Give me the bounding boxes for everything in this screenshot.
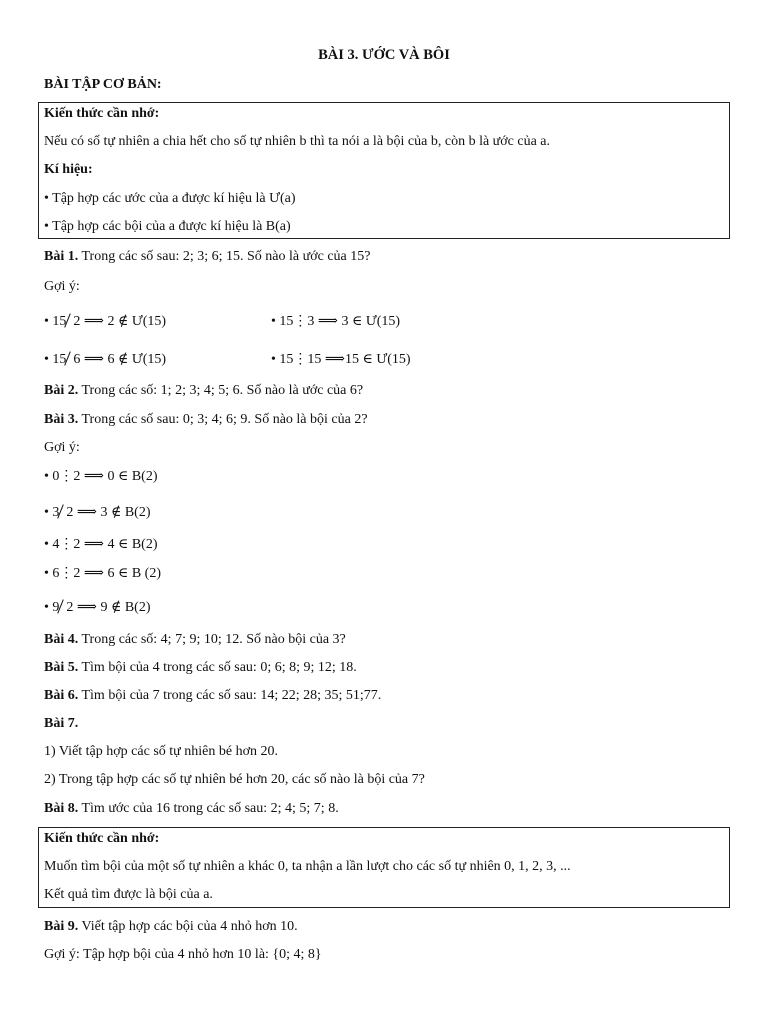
exercise-label: Bài 6. bbox=[44, 688, 79, 703]
exercise-text: Tìm bội của 4 trong các số sau: 0; 6; 8; 9; 12; 18. bbox=[78, 660, 357, 675]
exercise-label: Bài 9. bbox=[44, 919, 79, 934]
exercise-1 bbox=[44, 248, 370, 266]
hint-3-d: • 6⋮2 ⟹ 6 ∈ B (2) bbox=[44, 566, 161, 581]
hint-3-a: • 0⋮2 ⟹ 0 ∈ B(2) bbox=[44, 469, 158, 484]
box2-text-1: Muốn tìm bội của một số tự nhiên a khác 0, ta nhận a lần lượt cho các số tự nhiên 0, 1, 2, 3, ... bbox=[44, 859, 571, 874]
exercise-8 bbox=[44, 800, 339, 818]
box2-text-2: Kết quả tìm được là bội của a. bbox=[44, 887, 213, 902]
hint-1-b: • 15⋮3 ⟹ 3 ∈ Ư(15) bbox=[271, 314, 401, 329]
exercise-label: Bài 5. bbox=[44, 660, 79, 675]
hint-text: • 3 bbox=[44, 505, 60, 520]
exercise-5 bbox=[44, 659, 357, 677]
hint-text: • 15 bbox=[44, 314, 67, 329]
hint-3-b bbox=[44, 504, 151, 522]
exercise-7-item-2: 2) Trong tập hợp các số tự nhiên bé hơn 20, các số nào là bội của 7? bbox=[44, 772, 425, 787]
hint-1-a bbox=[44, 313, 166, 331]
page-title: BÀI 3. ƯỚC VÀ BÔI bbox=[318, 47, 450, 63]
box1-notation-heading: Kí hiệu: bbox=[44, 162, 93, 177]
hint-3-e bbox=[44, 599, 151, 617]
exercise-4 bbox=[44, 631, 346, 649]
exercise-6 bbox=[44, 687, 381, 705]
exercise-text: Trong các số: 4; 7; 9; 10; 12. Số nào bội của 3? bbox=[78, 632, 346, 647]
exercise-text: Trong các số sau: 2; 3; 6; 15. Số nào là ước của 15? bbox=[78, 249, 371, 264]
exercise-label: Bài 3. bbox=[44, 412, 79, 427]
exercise-2 bbox=[44, 382, 363, 400]
hint-text: • 15 bbox=[44, 352, 67, 367]
hint-text: 2 ⟹ 2 ∉ Ư(15) bbox=[73, 314, 167, 329]
exercise-text: Tìm ước của 16 trong các số sau: 2; 4; 5; 7; 8. bbox=[78, 801, 339, 816]
exercise-label: Bài 4. bbox=[44, 632, 79, 647]
hint-1-label: Gợi ý: bbox=[44, 279, 80, 294]
hint-text: 6 ⟹ 6 ∉ Ư(15) bbox=[73, 352, 167, 367]
box1-heading: Kiến thức cần nhớ: bbox=[44, 106, 160, 121]
box1-definition: Nếu có số tự nhiên a chia hết cho số tự nhiên b thì ta nói a là bội của b, còn b là ước của a. bbox=[44, 134, 551, 149]
exercise-text: Viết tập hợp các bội của 4 nhỏ hơn 10. bbox=[78, 919, 298, 934]
exercise-7-item-1: 1) Viết tập hợp các số tự nhiên bé hơn 20. bbox=[44, 744, 278, 759]
exercise-text: Trong các số sau: 0; 3; 4; 6; 9. Số nào là bội của 2? bbox=[78, 412, 368, 427]
exercise-3 bbox=[44, 411, 368, 429]
exercise-label: Bài 1. bbox=[44, 249, 79, 264]
hint-1-d: • 15⋮15 ⟹15 ∈ Ư(15) bbox=[271, 352, 411, 367]
hint-text: 2 ⟹ 9 ∉ B(2) bbox=[66, 600, 151, 615]
hint-9: Gợi ý: Tập hợp bội của 4 nhỏ hơn 10 là: {0; 4; 8} bbox=[44, 947, 322, 962]
hint-3-label: Gợi ý: bbox=[44, 440, 80, 455]
section-heading: BÀI TẬP CƠ BẢN: bbox=[44, 77, 162, 92]
hint-3-c: • 4⋮2 ⟹ 4 ∈ B(2) bbox=[44, 537, 158, 552]
box1-bullet-multiples: • Tập hợp các bội của a được kí hiệu là B(a) bbox=[44, 219, 291, 234]
exercise-text: Trong các số: 1; 2; 3; 4; 5; 6. Số nào là ước của 6? bbox=[78, 383, 364, 398]
exercise-label: Bài 2. bbox=[44, 383, 79, 398]
hint-text: • 9 bbox=[44, 600, 60, 615]
exercise-7-label: Bài 7. bbox=[44, 716, 79, 731]
box2-heading: Kiến thức cần nhớ: bbox=[44, 831, 160, 846]
box1-bullet-divisors: • Tập hợp các ước của a được kí hiệu là Ư(a) bbox=[44, 191, 296, 206]
exercise-9 bbox=[44, 918, 298, 936]
hint-1-c bbox=[44, 351, 166, 369]
hint-text: 2 ⟹ 3 ∉ B(2) bbox=[66, 505, 151, 520]
exercise-label: Bài 8. bbox=[44, 801, 79, 816]
exercise-text: Tìm bội của 7 trong các số sau: 14; 22; 28; 35; 51;77. bbox=[78, 688, 382, 703]
